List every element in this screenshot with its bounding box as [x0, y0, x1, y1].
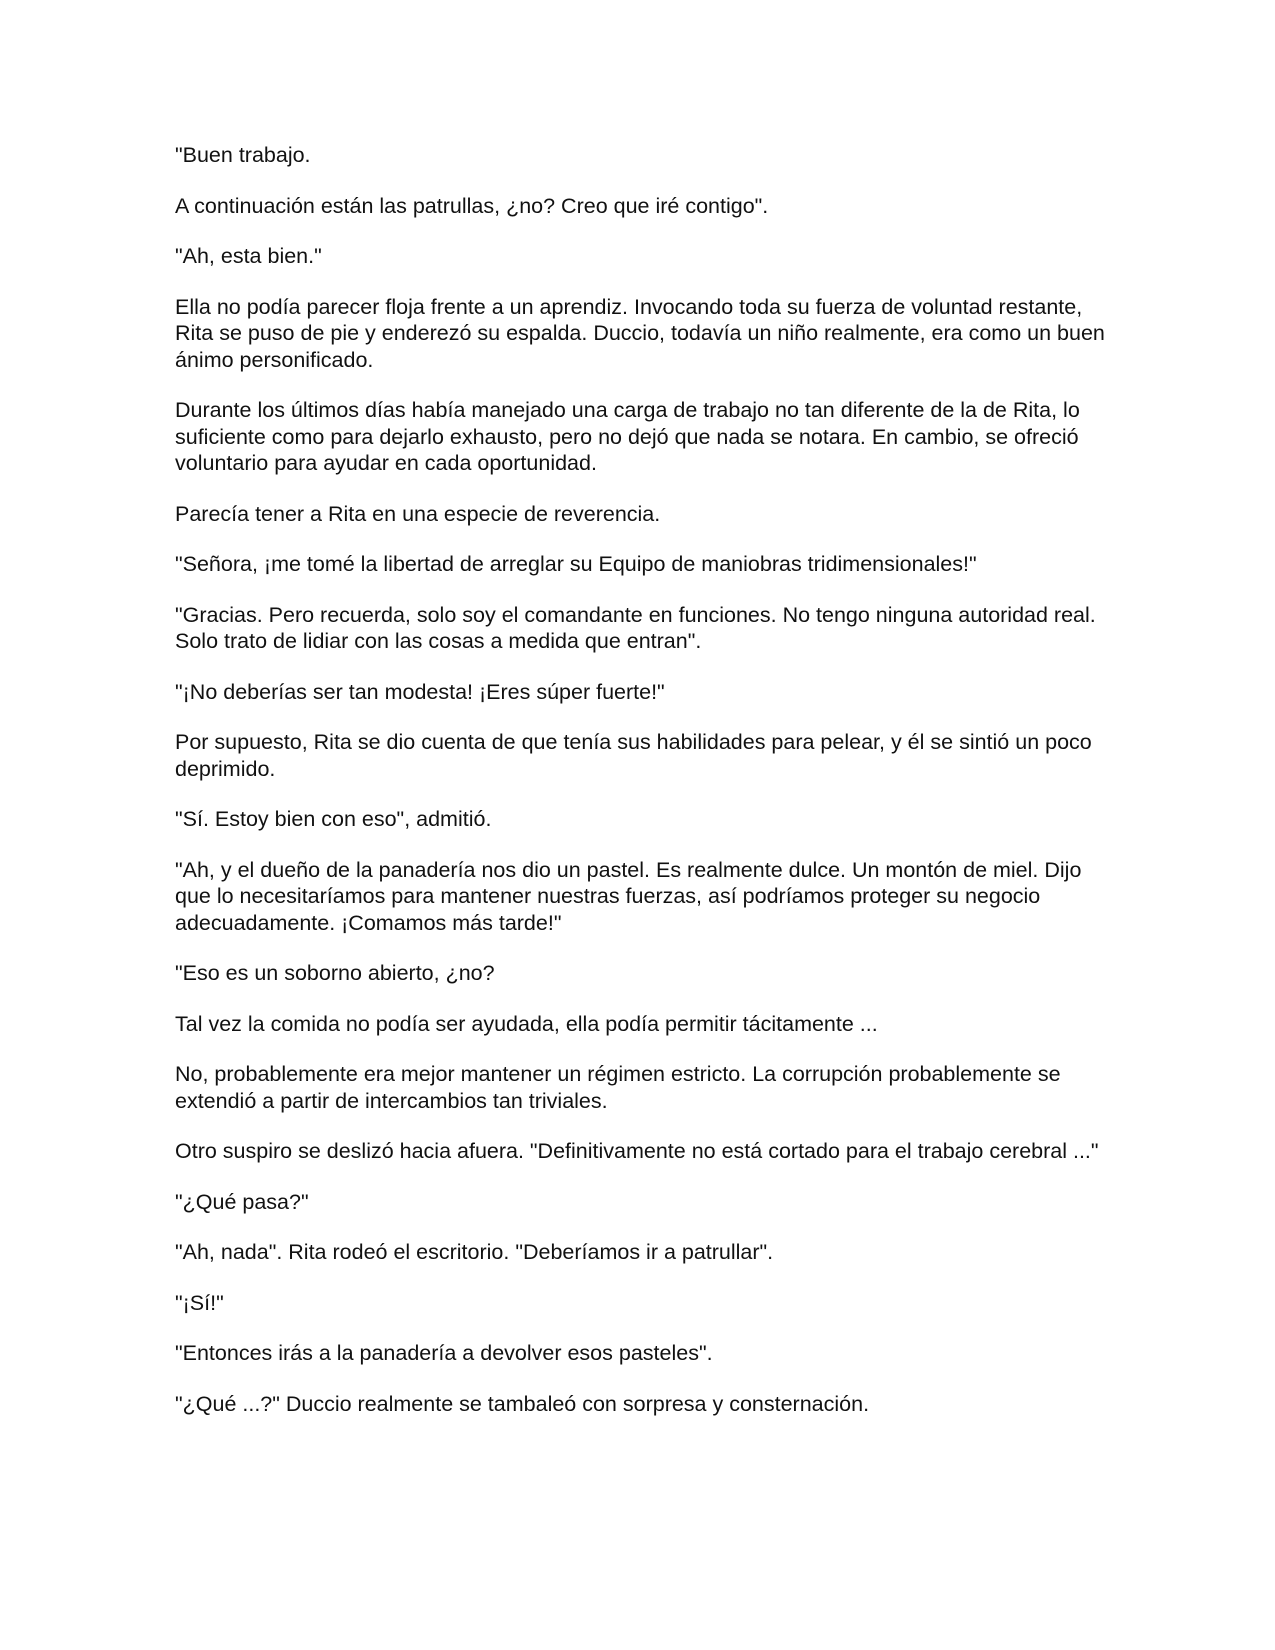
paragraph: Parecía tener a Rita en una especie de reverencia.	[175, 501, 661, 526]
paragraph: "Ah, esta bien."	[175, 244, 322, 268]
paragraph: Durante los últimos días había manejado una carga de trabajo no tan diferente de la de Rita, lo suficiente como para dejarlo exhausto, pero no dejó que nada se notara. En cambio, se ofreció voluntario para ayudar en cada oportunidad.	[175, 398, 1080, 475]
paragraph: "¿Qué pasa?"	[175, 1189, 309, 1214]
paragraph: Por supuesto, Rita se dio cuenta de que tenía sus habilidades para pelear, y él se sintió un poco deprimido.	[175, 730, 1092, 781]
paragraph: "¡No deberías ser tan modesta! ¡Eres súper fuerte!"	[175, 679, 665, 704]
paragraph: "Ah, y el dueño de la panadería nos dio un pastel. Es realmente dulce. Un montón de miel. Dijo que lo necesitaríamos para mantener nuestras fuerzas, así podríamos proteger su negocio adecuadamente. ¡Comamos más tarde!"	[175, 857, 1082, 935]
paragraph: "Señora, ¡me tomé la libertad de arreglar su Equipo de maniobras tridimensionales!"	[175, 552, 977, 576]
document-body	[175, 142, 1105, 1441]
paragraph: "Sí. Estoy bien con eso", admitió.	[175, 807, 492, 831]
paragraph: "¿Qué ...?" Duccio realmente se tambaleó con sorpresa y consternación.	[175, 1391, 870, 1416]
paragraph: A continuación están las patrullas, ¿no? Creo que iré contigo".	[175, 193, 769, 218]
paragraph: "¡Sí!"	[175, 1290, 224, 1315]
paragraph: "Entonces irás a la panadería a devolver esos pasteles".	[175, 1341, 713, 1365]
paragraph: No, probablemente era mejor mantener un régimen estricto. La corrupción probablemente se extendió a partir de intercambios tan triviales.	[175, 1062, 1061, 1113]
paragraph: "Buen trabajo.	[175, 143, 311, 167]
paragraph: "Gracias. Pero recuerda, solo soy el comandante en funciones. No tengo ninguna autoridad real. Solo trato de lidiar con las cosas a medida que entran".	[175, 602, 1096, 653]
paragraph: Ella no podía parecer floja frente a un aprendiz. Invocando toda su fuerza de voluntad restante, Rita se puso de pie y enderezó su espalda. Duccio, todavía un niño realmente, era como un buen ánimo personificado.	[175, 294, 1105, 372]
paragraph: "Eso es un soborno abierto, ¿no?	[175, 961, 495, 985]
paragraph: Tal vez la comida no podía ser ayudada, ella podía permitir tácitamente ...	[175, 1011, 878, 1036]
paragraph: "Ah, nada". Rita rodeó el escritorio. "Deberíamos ir a patrullar".	[175, 1240, 774, 1264]
paragraph: Otro suspiro se deslizó hacia afuera. "Definitivamente no está cortado para el trabajo cerebral ..."	[175, 1139, 1099, 1163]
